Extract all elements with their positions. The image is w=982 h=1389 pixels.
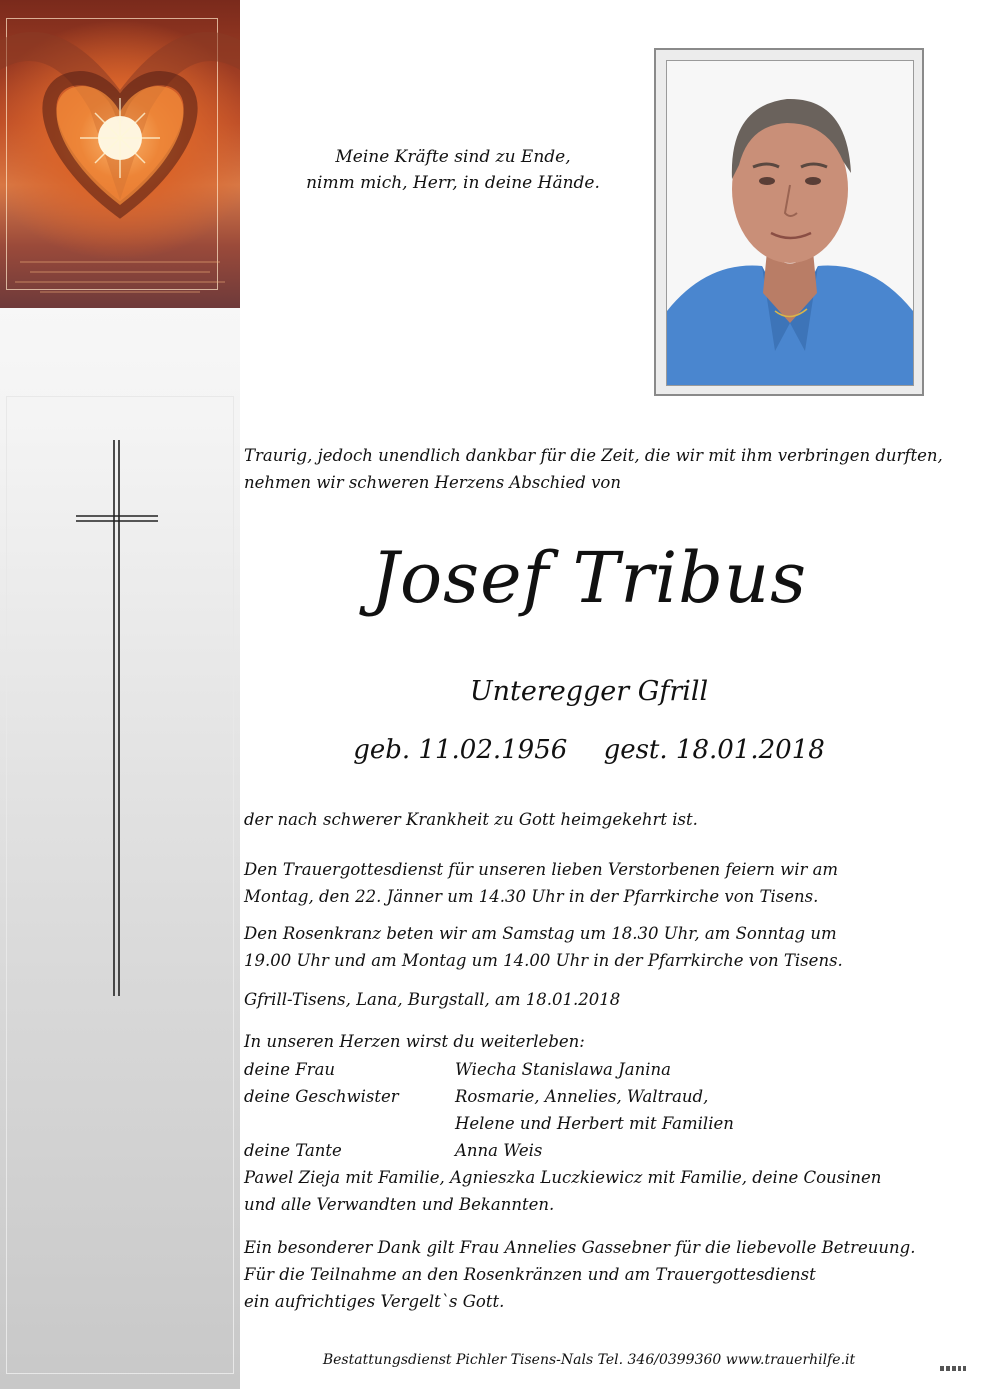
thanks-line-2: Für die Teilnahme an den Rosenkränzen und am Trauergottesdienst (244, 1265, 816, 1284)
printer-mark-icon (940, 1364, 970, 1374)
heart-hands-sunset-image (0, 0, 240, 308)
relative-row (244, 1137, 734, 1164)
deceased-name: Josef Tribus (370, 537, 808, 619)
intro-text (244, 442, 943, 496)
life-dates (244, 730, 934, 770)
other-mourners-line-2: und alle Verwandten und Bekannten. (244, 1195, 555, 1214)
funeral-text (244, 856, 838, 910)
relatives-list (244, 1056, 734, 1164)
thanks-line-3: ein aufrichtiges Vergelt`s Gott. (244, 1292, 505, 1311)
other-mourners-text (244, 1164, 881, 1218)
relative-row (244, 1056, 734, 1083)
portrait-photo (666, 60, 914, 386)
relative-row (244, 1083, 734, 1110)
intro-line-1: Traurig, jedoch unendlich dankbar für die Zeit, die wir mit ihm verbringen durften, (244, 446, 943, 465)
death-date: gest. 18.01.2018 (603, 735, 825, 765)
funeral-line-1: Den Trauergottesdienst für unseren lieben Verstorbenen feiern wir am (244, 860, 839, 879)
relative-names: Rosmarie, Annelies, Waltraud, (455, 1087, 709, 1106)
relative-label: deine Tante (244, 1141, 342, 1160)
portrait-photo-frame (654, 48, 924, 396)
homecoming-text (244, 806, 698, 833)
place-date-text (244, 986, 620, 1013)
intro-line-2: nehmen wir schweren Herzens Abschied von (244, 473, 621, 492)
thanks-text (244, 1234, 915, 1315)
rosary-text (244, 920, 843, 974)
other-mourners-line-1: Pawel Zieja mit Familie, Agnieszka Luczkiewicz mit Familie, deine Cousinen (244, 1168, 882, 1187)
relative-label: deine Frau (244, 1060, 336, 1079)
rosary-line-2: 19.00 Uhr und am Montag um 14.00 Uhr in der Pfarrkirche von Tisens. (244, 951, 843, 970)
birth-date: geb. 11.02.1956 (353, 735, 568, 765)
relative-names: Helene und Herbert mit Familien (455, 1114, 734, 1133)
relative-row (244, 1110, 734, 1137)
relative-label (244, 1110, 455, 1137)
relative-names: Anna Weis (455, 1141, 543, 1160)
funeral-service-footer: Bestattungsdienst Pichler Tisens-Nals Tel. 346/0399360 www.trauerhilfe.it (322, 1352, 856, 1368)
homecoming-line: der nach schwerer Krankheit zu Gott heimgekehrt ist. (244, 810, 698, 829)
man-portrait-illustration (667, 61, 913, 385)
cross-icon (76, 440, 160, 1000)
rosary-line-1: Den Rosenkranz beten wir am Samstag um 18.30 Uhr, am Sonntag um (244, 924, 837, 943)
relative-names: Wiecha Stanislawa Janina (455, 1060, 671, 1079)
relative-label: deine Geschwister (244, 1087, 399, 1106)
heart-hands-illustration (0, 0, 240, 308)
mourners-intro-line: In unseren Herzen wirst du weiterleben: (244, 1032, 585, 1051)
quote-line-1: Meine Kräfte sind zu Ende, (335, 147, 571, 167)
funeral-line-2: Montag, den 22. Jänner um 14.30 Uhr in der Pfarrkirche von Tisens. (244, 887, 819, 906)
mourners-intro (244, 1028, 585, 1055)
quote-line-2: nimm mich, Herr, in deine Hände. (306, 173, 600, 193)
place-date-line: Gfrill-Tisens, Lana, Burgstall, am 18.01.2018 (244, 990, 621, 1009)
thanks-line-1: Ein besonderer Dank gilt Frau Annelies Gassebner für die liebevolle Betreuung. (244, 1238, 916, 1257)
deceased-nickname: Unteregger Gfrill (469, 676, 709, 707)
memorial-quote (258, 144, 648, 196)
